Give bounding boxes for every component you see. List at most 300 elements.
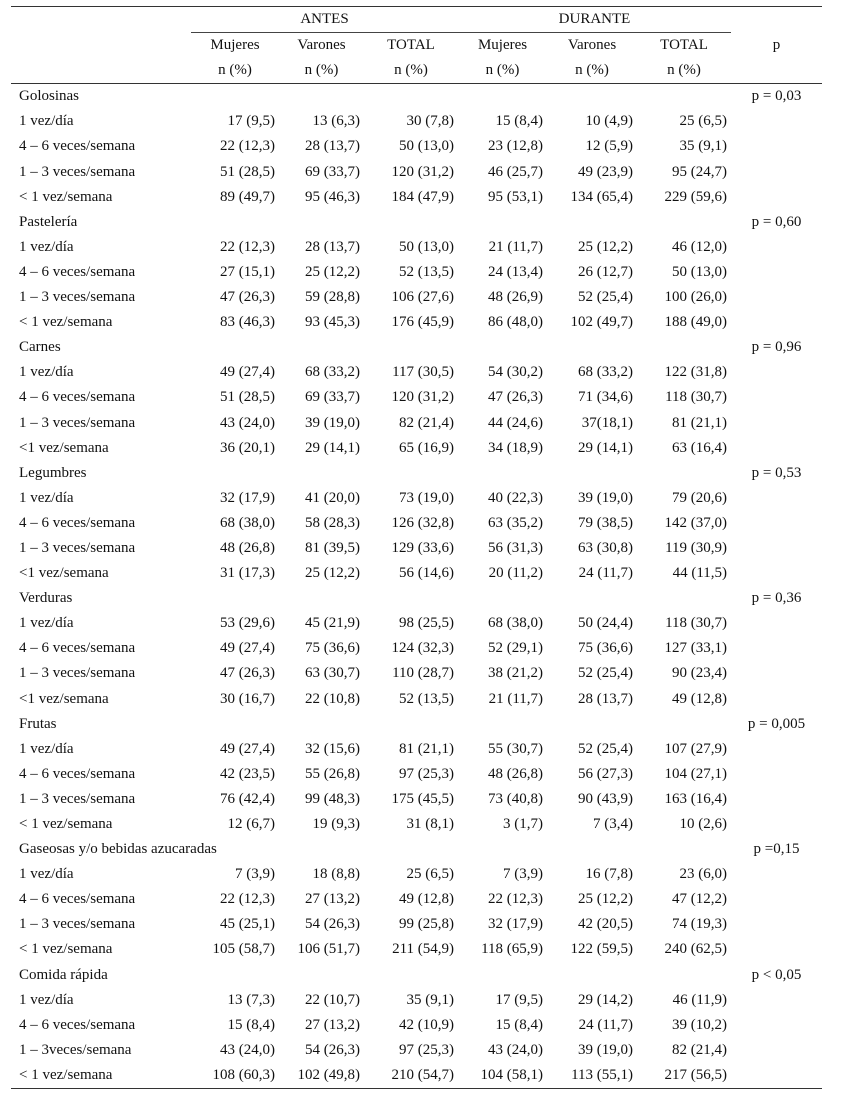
col-p: p (772, 36, 781, 53)
value-cell: 71 (34,6) (578, 389, 634, 406)
category-row (11, 712, 822, 737)
empty-cell (458, 210, 547, 235)
value-cell: 28 (13,7) (578, 690, 634, 707)
value-cell: 31 (8,1) (406, 816, 455, 832)
empty-cell (279, 210, 364, 235)
value-cell: 108 (60,3) (212, 1066, 275, 1083)
empty-cell (637, 712, 731, 737)
empty-cell (547, 461, 637, 486)
value-cell: 22 (12,3) (220, 138, 275, 155)
value-cell: 3 (1,7) (503, 816, 544, 832)
value-cell: 24 (11,7) (578, 1016, 634, 1033)
empty-cell (191, 84, 279, 110)
value-cell: 50 (13,0) (399, 238, 455, 255)
value-cell: 105 (58,7) (212, 941, 275, 958)
value-cell: 27 (13,2) (305, 1016, 360, 1033)
empty-cell (547, 335, 637, 360)
empty-cell (191, 963, 279, 988)
value-cell: 99 (25,8) (399, 916, 455, 933)
empty-cell (279, 712, 364, 737)
table-body (11, 84, 822, 1089)
empty-cell (731, 1038, 822, 1063)
unit-label: n (%) (575, 62, 609, 79)
frequency-label: 4 – 6 veces/semana (19, 640, 136, 657)
value-cell: 17 (9,5) (227, 113, 275, 130)
empty-cell (364, 963, 458, 988)
group-durante: DURANTE (458, 7, 731, 33)
value-cell: 56 (14,6) (399, 565, 455, 582)
value-cell: 51 (28,5) (220, 389, 275, 406)
value-cell: 46 (11,9) (672, 991, 728, 1008)
empty-cell (731, 812, 822, 837)
value-cell: 42 (10,9) (399, 1016, 455, 1033)
value-cell: 53 (29,6) (220, 615, 275, 632)
empty-cell (364, 586, 458, 611)
frequency-label: < 1 vez/semana (19, 314, 113, 331)
frequency-label: 1 – 3 veces/semana (19, 414, 136, 431)
empty-cell (364, 84, 458, 110)
frequency-label: 1 vez/día (19, 364, 74, 381)
value-cell: 43 (24,0) (220, 414, 275, 431)
col-durante-varones: Varones (567, 37, 617, 54)
category-row (11, 963, 822, 988)
value-cell: 50 (13,0) (672, 263, 728, 280)
empty-cell (731, 988, 822, 1013)
value-cell: 42 (23,5) (220, 765, 275, 782)
empty-cell (637, 210, 731, 235)
p-value: p < 0,05 (751, 966, 802, 983)
value-cell: 240 (62,5) (664, 941, 728, 958)
frequency-label: <1 vez/semana (19, 439, 109, 456)
value-cell: 124 (32,3) (391, 640, 455, 657)
value-cell: 47 (12,2) (672, 891, 728, 908)
empty-cell (364, 837, 458, 862)
value-cell: 176 (45,9) (391, 314, 455, 331)
unit-label: n (%) (304, 62, 339, 79)
value-cell: 12 (5,9) (585, 138, 634, 155)
table-row (11, 486, 822, 511)
value-cell: 44 (11,5) (672, 565, 728, 582)
empty-cell (731, 862, 822, 887)
empty-cell (731, 260, 822, 285)
value-cell: 90 (23,4) (672, 665, 728, 682)
empty-cell (731, 360, 822, 385)
value-cell: 18 (8,8) (312, 866, 360, 883)
value-cell: 142 (37,0) (664, 514, 728, 531)
table-row (11, 360, 822, 385)
frequency-label: < 1 vez/semana (19, 188, 113, 205)
value-cell: 13 (7,3) (227, 991, 275, 1008)
table-row (11, 1063, 822, 1089)
empty-cell (191, 210, 279, 235)
value-cell: 19 (9,3) (312, 816, 360, 832)
category-row (11, 837, 822, 862)
category-name: Golosinas (19, 88, 79, 105)
value-cell: 49 (12,8) (672, 690, 728, 707)
col-durante-total: TOTAL (660, 37, 708, 54)
frequency-label: < 1 vez/semana (19, 941, 113, 958)
table-row (11, 636, 822, 661)
value-cell: 55 (30,7) (488, 740, 544, 757)
value-cell: 65 (16,9) (399, 439, 455, 456)
value-cell: 15 (8,4) (495, 113, 544, 130)
value-cell: 106 (27,6) (391, 289, 455, 306)
empty-cell (364, 335, 458, 360)
empty-cell (547, 963, 637, 988)
header-unit-row (11, 58, 822, 84)
value-cell: 38 (21,2) (488, 665, 544, 682)
empty-cell (279, 586, 364, 611)
table-row (11, 687, 822, 712)
empty-cell (191, 712, 279, 737)
empty-cell (731, 285, 822, 310)
table-row (11, 988, 822, 1013)
category-name: Verduras (19, 590, 73, 607)
empty-cell (731, 611, 822, 636)
col-antes-varones: Varones (297, 37, 346, 54)
value-cell: 79 (20,6) (672, 489, 728, 506)
empty-cell (364, 461, 458, 486)
value-cell: 27 (13,2) (305, 891, 360, 908)
value-cell: 134 (65,4) (570, 188, 634, 205)
value-cell: 56 (31,3) (488, 539, 544, 556)
value-cell: 81 (21,1) (672, 414, 728, 431)
empty-cell (279, 84, 364, 110)
value-cell: 48 (26,9) (488, 289, 544, 306)
p-value: p = 0,96 (751, 339, 802, 356)
value-cell: 129 (33,6) (391, 539, 455, 556)
unit-label: n (%) (485, 62, 520, 79)
value-cell: 43 (24,0) (488, 1041, 544, 1058)
value-cell: 49 (27,4) (220, 640, 275, 657)
value-cell: 39 (19,0) (578, 1041, 634, 1058)
value-cell: 37(18,1) (581, 414, 634, 431)
value-cell: 7 (3,9) (503, 866, 544, 883)
value-cell: 110 (28,7) (392, 665, 455, 682)
value-cell: 119 (30,9) (665, 539, 728, 556)
table-row (11, 385, 822, 410)
value-cell: 118 (30,7) (665, 389, 728, 406)
unit-label: n (%) (667, 62, 701, 79)
frequency-label: 1 – 3 veces/semana (19, 916, 136, 933)
frequency-label: 1 vez/día (19, 991, 74, 1008)
value-cell: 16 (7,8) (585, 866, 634, 883)
value-cell: 49 (27,4) (220, 364, 275, 381)
empty-cell (731, 235, 822, 260)
empty-cell (637, 586, 731, 611)
table-row (11, 762, 822, 787)
value-cell: 52 (13,5) (399, 690, 455, 707)
value-cell: 69 (33,7) (305, 389, 360, 406)
value-cell: 34 (18,9) (488, 439, 544, 456)
empty-cell (731, 887, 822, 912)
value-cell: 95 (24,7) (672, 163, 728, 180)
empty-cell (731, 912, 822, 937)
value-cell: 63 (16,4) (672, 439, 728, 456)
p-value: p = 0,53 (751, 464, 802, 481)
value-cell: 97 (25,3) (399, 765, 455, 782)
empty-cell (458, 461, 547, 486)
value-cell: 7 (3,4) (593, 816, 634, 832)
empty-cell (279, 461, 364, 486)
table-row (11, 185, 822, 210)
frequency-label: 1 vez/día (19, 866, 74, 883)
empty-cell (547, 712, 637, 737)
value-cell: 43 (24,0) (220, 1041, 275, 1058)
value-cell: 52 (29,1) (488, 640, 544, 657)
empty-cell (458, 963, 547, 988)
table-row (11, 285, 822, 310)
value-cell: 15 (8,4) (495, 1016, 544, 1033)
table-header (11, 7, 822, 84)
empty-cell (547, 837, 637, 862)
value-cell: 54 (26,3) (305, 1041, 360, 1058)
empty-cell (731, 937, 822, 962)
value-cell: 68 (38,0) (220, 514, 275, 531)
empty-cell (637, 837, 731, 862)
frequency-label: 4 – 6 veces/semana (19, 389, 136, 406)
empty-cell (731, 486, 822, 511)
value-cell: 188 (49,0) (664, 314, 728, 331)
table-row (11, 536, 822, 561)
table-row (11, 787, 822, 812)
value-cell: 25 (12,2) (305, 263, 360, 280)
value-cell: 25 (12,2) (578, 238, 634, 255)
value-cell: 95 (53,1) (488, 188, 544, 205)
value-cell: 42 (20,5) (578, 916, 634, 933)
empty-cell (731, 762, 822, 787)
value-cell: 184 (47,9) (391, 188, 455, 205)
value-cell: 90 (43,9) (578, 790, 634, 807)
value-cell: 89 (49,7) (220, 188, 275, 205)
unit-label: n (%) (218, 62, 252, 79)
value-cell: 22 (12,3) (488, 891, 544, 908)
frequency-label: <1 vez/semana (19, 690, 109, 707)
table-row (11, 109, 822, 134)
value-cell: 120 (31,2) (391, 163, 455, 180)
table-row (11, 661, 822, 686)
value-cell: 81 (39,5) (305, 539, 360, 556)
value-cell: 73 (19,0) (399, 489, 455, 506)
value-cell: 45 (21,9) (305, 615, 360, 632)
value-cell: 22 (10,8) (305, 690, 360, 707)
table-row (11, 160, 822, 185)
table-row (11, 937, 822, 962)
frequency-label: 4 – 6 veces/semana (19, 891, 136, 908)
frequency-label: 1 – 3 veces/semana (19, 163, 136, 180)
empty-cell (731, 385, 822, 410)
value-cell: 54 (30,2) (488, 364, 544, 381)
empty-cell (458, 84, 547, 110)
table-row (11, 310, 822, 335)
frequency-label: 1 vez/día (19, 740, 74, 757)
value-cell: 82 (21,4) (399, 414, 455, 431)
value-cell: 51 (28,5) (220, 163, 275, 180)
value-cell: 27 (15,1) (220, 263, 275, 280)
table-row (11, 611, 822, 636)
empty-cell (731, 134, 822, 159)
frequency-label: 1 – 3 veces/semana (19, 539, 136, 556)
empty-cell (731, 687, 822, 712)
empty-cell (191, 586, 279, 611)
category-row (11, 335, 822, 360)
empty-cell (547, 84, 637, 110)
value-cell: 102 (49,8) (297, 1066, 360, 1083)
p-value: p = 0,005 (747, 715, 806, 732)
empty-cell (731, 436, 822, 461)
value-cell: 29 (14,1) (578, 439, 634, 456)
value-cell: 69 (33,7) (305, 163, 360, 180)
empty-cell (731, 1013, 822, 1038)
value-cell: 21 (11,7) (488, 238, 544, 255)
value-cell: 63 (35,2) (488, 514, 544, 531)
frequency-label: 1 vez/día (19, 113, 74, 130)
value-cell: 102 (49,7) (570, 314, 634, 331)
table-row (11, 561, 822, 586)
value-cell: 210 (54,7) (391, 1066, 455, 1083)
value-cell: 47 (26,3) (488, 389, 544, 406)
value-cell: 29 (14,2) (578, 991, 634, 1008)
value-cell: 23 (12,8) (488, 138, 544, 155)
value-cell: 63 (30,7) (305, 665, 360, 682)
value-cell: 86 (48,0) (488, 314, 544, 331)
value-cell: 40 (22,3) (488, 489, 544, 506)
value-cell: 104 (58,1) (480, 1066, 544, 1083)
value-cell: 30 (16,7) (220, 690, 275, 707)
value-cell: 68 (33,2) (305, 364, 360, 381)
value-cell: 54 (26,3) (305, 916, 360, 933)
empty-cell (279, 335, 364, 360)
empty-cell (458, 586, 547, 611)
category-row (11, 461, 822, 486)
value-cell: 50 (24,4) (578, 615, 634, 632)
value-cell: 23 (6,0) (679, 866, 728, 883)
empty-cell (731, 109, 822, 134)
frequency-label: 4 – 6 veces/semana (19, 1016, 136, 1033)
p-value: p = 0,60 (751, 213, 802, 230)
value-cell: 79 (38,5) (578, 514, 634, 531)
value-cell: 21 (11,7) (488, 690, 544, 707)
value-cell: 15 (8,4) (227, 1016, 275, 1033)
value-cell: 25 (6,5) (406, 866, 455, 883)
frequency-label: 4 – 6 veces/semana (19, 138, 136, 155)
value-cell: 100 (26,0) (664, 289, 728, 306)
table-row (11, 235, 822, 260)
category-row (11, 210, 822, 235)
frequency-label: 1 vez/día (19, 615, 74, 632)
table-row (11, 812, 822, 837)
value-cell: 98 (25,5) (399, 615, 455, 632)
col-antes-total: TOTAL (387, 37, 435, 54)
empty-cell (731, 411, 822, 436)
value-cell: 39 (19,0) (305, 414, 360, 431)
frequency-label: 1 – 3veces/semana (19, 1041, 132, 1058)
frequency-label: < 1 vez/semana (19, 816, 113, 832)
value-cell: 10 (4,9) (585, 113, 634, 130)
empty-cell (364, 210, 458, 235)
frequency-label: 4 – 6 veces/semana (19, 765, 136, 782)
empty-cell (637, 461, 731, 486)
empty-cell (731, 160, 822, 185)
frequency-label: 4 – 6 veces/semana (19, 263, 136, 280)
value-cell: 49 (27,4) (220, 740, 275, 757)
value-cell: 217 (56,5) (664, 1066, 728, 1083)
category-name: Frutas (19, 715, 57, 732)
value-cell: 117 (30,5) (392, 364, 455, 381)
value-cell: 93 (45,3) (305, 314, 360, 331)
value-cell: 36 (20,1) (220, 439, 275, 456)
value-cell: 31 (17,3) (220, 565, 275, 582)
frequency-label: < 1 vez/semana (19, 1066, 113, 1083)
value-cell: 163 (16,4) (664, 790, 728, 807)
empty-cell (364, 712, 458, 737)
value-cell: 47 (26,3) (220, 289, 275, 306)
value-cell: 13 (6,3) (312, 113, 360, 130)
value-cell: 126 (32,8) (391, 514, 455, 531)
value-cell: 120 (31,2) (391, 389, 455, 406)
value-cell: 107 (27,9) (664, 740, 728, 757)
value-cell: 52 (13,5) (399, 263, 455, 280)
table-row (11, 912, 822, 937)
empty-cell (731, 737, 822, 762)
value-cell: 32 (17,9) (488, 916, 544, 933)
value-cell: 127 (33,1) (664, 640, 728, 657)
value-cell: 45 (25,1) (220, 916, 275, 933)
empty-cell (279, 963, 364, 988)
empty-cell (731, 787, 822, 812)
value-cell: 68 (33,2) (578, 364, 634, 381)
frequency-label: 1 vez/día (19, 238, 74, 255)
value-cell: 99 (48,3) (305, 790, 360, 807)
value-cell: 46 (25,7) (488, 163, 544, 180)
value-cell: 32 (15,6) (305, 740, 360, 757)
category-name: Pastelería (19, 213, 78, 230)
value-cell: 95 (46,3) (305, 188, 360, 205)
category-name: Legumbres (19, 464, 87, 481)
value-cell: 10 (2,6) (679, 816, 728, 832)
value-cell: 39 (10,2) (672, 1016, 728, 1033)
value-cell: 52 (25,4) (578, 665, 634, 682)
header-group-row (11, 7, 822, 33)
empty-cell (731, 511, 822, 536)
value-cell: 28 (13,7) (305, 138, 360, 155)
value-cell: 52 (25,4) (578, 289, 634, 306)
group-antes: ANTES (191, 7, 458, 33)
value-cell: 58 (28,3) (305, 514, 360, 531)
category-name: Carnes (19, 339, 61, 356)
value-cell: 22 (10,7) (305, 991, 360, 1008)
category-name: Gaseosas y/o bebidas azucaradas (19, 841, 217, 858)
empty-cell (731, 185, 822, 210)
value-cell: 12 (6,7) (227, 816, 275, 832)
empty-cell (731, 661, 822, 686)
empty-cell (637, 335, 731, 360)
value-cell: 30 (7,8) (406, 113, 455, 130)
value-cell: 97 (25,3) (399, 1041, 455, 1058)
header-column-row (11, 33, 822, 59)
value-cell: 49 (23,9) (578, 163, 634, 180)
table-row (11, 1013, 822, 1038)
value-cell: 83 (46,3) (220, 314, 275, 331)
value-cell: 63 (30,8) (578, 539, 634, 556)
value-cell: 24 (13,4) (488, 263, 544, 280)
frequency-label: 1 – 3 veces/semana (19, 289, 136, 306)
value-cell: 22 (12,3) (220, 891, 275, 908)
value-cell: 118 (30,7) (665, 615, 728, 632)
value-cell: 32 (17,9) (220, 489, 275, 506)
value-cell: 76 (42,4) (220, 790, 275, 807)
empty-cell (637, 963, 731, 988)
